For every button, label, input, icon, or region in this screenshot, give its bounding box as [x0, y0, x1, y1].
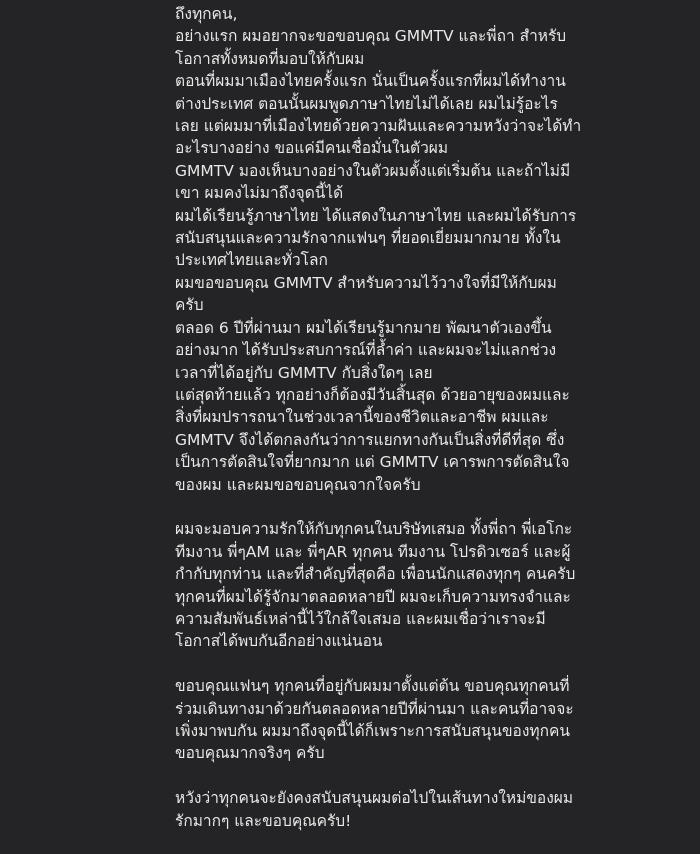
text-line: ตอนที่ผมมาเมืองไทยครั้งแรก นั่นเป็นครั้งแรกที่ผมได้ทำงาน	[175, 72, 566, 91]
text-line: เวลาที่ได้อยู่กับ GMMTV กับสิ่งใดๆ เลย	[175, 363, 433, 382]
text-line: เขา ผมคงไม่มาถึงจุดนี้ได้	[175, 184, 344, 203]
text-line: ความสัมพันธ์เหล่านี้ไว้ใกล้ใจเสมอ และผมเชื่อว่าเราจะมี	[175, 609, 546, 628]
text-line: ขอบคุณมากจริงๆ ครับ	[175, 744, 325, 763]
text-line: GMMTV จึงได้ตกลงกันว่าการแยกทางกันเป็นสิ่งที่ดีที่สุด ซึ่ง	[175, 430, 565, 449]
text-line: โอกาสได้พบกันอีกอย่างแน่นอน	[175, 632, 383, 651]
text-line: รักมากๆ และขอบคุณครับ!	[175, 811, 352, 830]
text-line: อย่างแรก ผมอยากจะขอขอบคุณ GMMTV และพี่ถา สำหรับ	[175, 27, 567, 46]
text-line: ถึงทุกคน,	[175, 5, 238, 23]
text-line: ผมขอขอบคุณ GMMTV สำหรับความไว้วางใจที่มีให้กับผม	[175, 273, 557, 292]
text-line: โอกาสทั้งหมดที่มอบให้กับผม	[175, 49, 365, 68]
text-line: สิ่งที่ผมปรารถนาในช่วงเวลานี้ของชีวิตและอาชีพ ผมและ	[175, 408, 549, 427]
text-line: ทุกคนที่ผมได้รู้จักมาตลอดหลายปี ผมจะเก็บความทรงจำและ	[175, 587, 571, 606]
text-line: ครับ	[175, 296, 204, 315]
text-line: ต่างประเทศ ตอนนั้นผมพูดภาษาไทยไม่ได้เลย ผมไม่รู้อะไร	[175, 94, 558, 113]
text-line: เลย แต่ผมมาที่เมืองไทยด้วยความฝันและความหวังว่าจะได้ทำ	[175, 117, 582, 136]
text-line: ตลอด 6 ปีที่ผ่านมา ผมได้เรียนรู้มากมาย พัฒนาตัวเองขึ้น	[175, 318, 552, 337]
text-line: ขอบคุณแฟนๆ ทุกคนที่อยู่กับผมมาตั้งแต่ต้น ขอบคุณทุกคนที่	[175, 677, 570, 696]
text-line: สนับสนุนและความรักจากแฟนๆ ที่ยอดเยี่ยมมากมาย ทั้งใน	[175, 229, 561, 248]
letter-text	[175, 3, 695, 854]
text-line: GMMTV มองเห็นบางอย่างในตัวผมตั้งแต่เริ่มต้น และถ้าไม่มี	[175, 161, 571, 180]
text-line: เพิ่งมาพบกัน ผมมาถึงจุดนี้ได้ก็เพราะการสนับสนุนของทุกคน	[175, 721, 571, 740]
text-line: ผมจะมอบความรักให้กับทุกคนในบริษัทเสมอ ทั้งพี่ถา พี่เอโกะ	[175, 520, 573, 539]
text-line: อย่างมาก ได้รับประสบการณ์ที่ล้ำค่า และผมจะไม่แลกช่วง	[175, 341, 557, 360]
text-line: ของผม และผมขอขอบคุณจากใจครับ	[175, 475, 421, 494]
paragraph	[175, 3, 695, 496]
text-line: หวังว่าทุกคนจะยังคงสนับสนุนผมต่อไปในเส้นทางใหม่ของผม	[175, 789, 574, 808]
text-line: ร่วมเดินทางมาด้วยกันตลอดหลายปีที่ผ่านมา และคนที่อาจจะ	[175, 699, 574, 718]
text-line: เป็นการตัดสินใจที่ยากมาก แต่ GMMTV เคารพการตัดสินใจ	[175, 453, 570, 472]
paragraph	[175, 787, 695, 832]
text-line: กำกับทุกท่าน และที่สำคัญที่สุดคือ เพื่อนนักแสดงทุกๆ คนครับ	[175, 565, 576, 584]
text-line: ผมได้เรียนรู้ภาษาไทย ได้แสดงในภาษาไทย และผมได้รับการ	[175, 206, 577, 225]
text-line: แต่สุดท้ายแล้ว ทุกอย่างก็ต้องมีวันสิ้นสุด ด้วยอายุของผมและ	[175, 385, 570, 404]
text-line: ทีมงาน พี่ๆAM และ พี่ๆAR ทุกคน ทีมงาน โปรดิวเซอร์ และผู้	[175, 542, 571, 561]
paragraph	[175, 518, 695, 652]
text-line: อะไรบางอย่าง ขอแค่มีคนเชื่อมั่นในตัวผม	[175, 139, 449, 158]
paragraph	[175, 675, 695, 765]
text-line: ประเทศไทยและทั่วโลก	[175, 251, 328, 270]
